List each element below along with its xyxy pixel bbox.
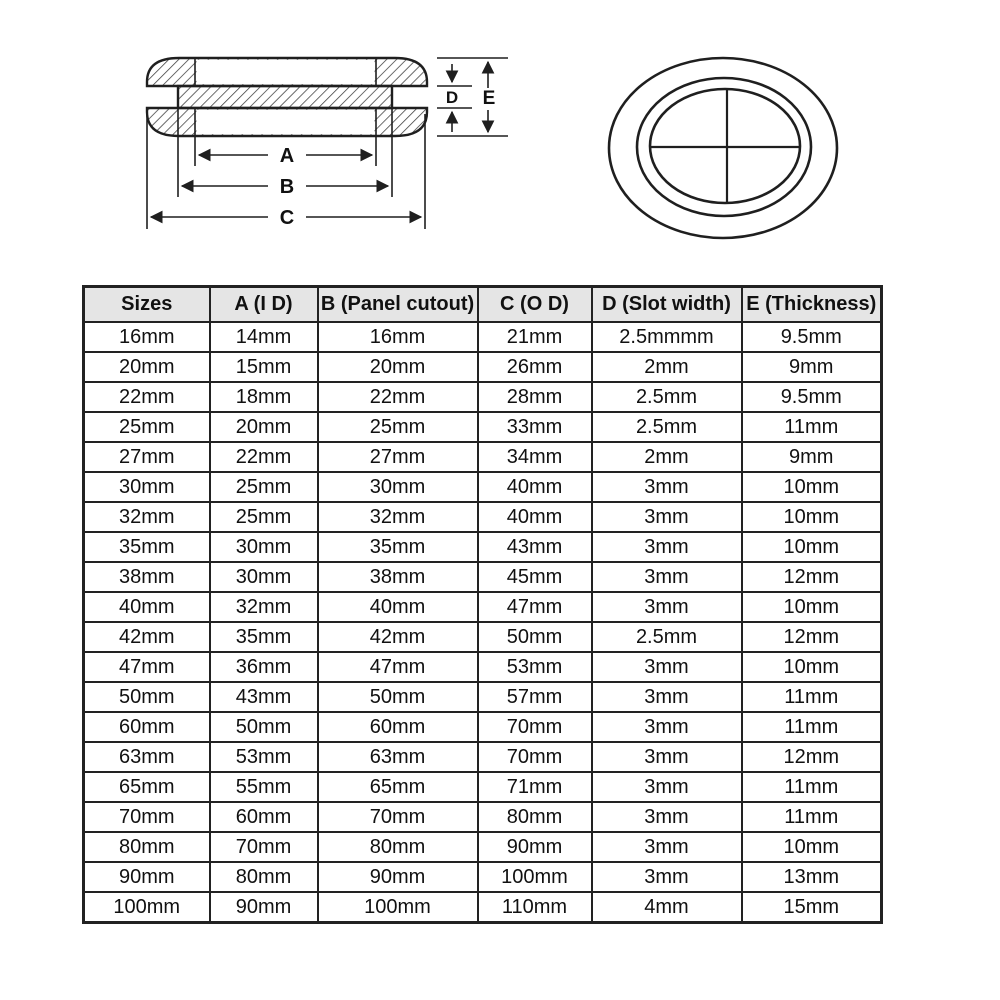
table-cell: 60mm	[84, 712, 210, 742]
table-row	[84, 382, 882, 412]
table-row	[84, 562, 882, 592]
table-cell: 25mm	[84, 412, 210, 442]
table-cell: 53mm	[210, 742, 318, 772]
table-cell: 3mm	[592, 592, 742, 622]
table-cell: 30mm	[318, 472, 478, 502]
size-spec-table	[82, 285, 883, 924]
slot-band-shape	[178, 86, 392, 108]
table-cell: 3mm	[592, 742, 742, 772]
table-cell: 34mm	[478, 442, 592, 472]
table-cell: 53mm	[478, 652, 592, 682]
table-cell: 35mm	[84, 532, 210, 562]
table-cell: 2.5mmmm	[592, 322, 742, 352]
table-row	[84, 712, 882, 742]
dimension-b-label: B	[279, 176, 295, 198]
dimension-e-label: E	[482, 88, 496, 109]
table-row	[84, 322, 882, 352]
table-cell: 2mm	[592, 442, 742, 472]
table-row	[84, 472, 882, 502]
table-cell: 50mm	[210, 712, 318, 742]
table-cell: 80mm	[84, 832, 210, 862]
table-cell: 10mm	[742, 832, 882, 862]
table-cell: 13mm	[742, 862, 882, 892]
table-row	[84, 832, 882, 862]
column-header: A (I D)	[210, 287, 318, 323]
table-cell: 63mm	[84, 742, 210, 772]
table-cell: 9mm	[742, 442, 882, 472]
table-cell: 9.5mm	[742, 382, 882, 412]
table-cell: 60mm	[318, 712, 478, 742]
table-row	[84, 592, 882, 622]
table-cell: 90mm	[84, 862, 210, 892]
table-cell: 45mm	[478, 562, 592, 592]
table-cell: 9mm	[742, 352, 882, 382]
table-row	[84, 502, 882, 532]
table-cell: 22mm	[318, 382, 478, 412]
table-cell: 42mm	[318, 622, 478, 652]
table-cell: 40mm	[84, 592, 210, 622]
table-body	[84, 322, 882, 923]
table-cell: 57mm	[478, 682, 592, 712]
table-cell: 47mm	[478, 592, 592, 622]
table-cell: 90mm	[210, 892, 318, 923]
table-cell: 110mm	[478, 892, 592, 923]
table-cell: 4mm	[592, 892, 742, 923]
table-cell: 25mm	[318, 412, 478, 442]
table-cell: 2mm	[592, 352, 742, 382]
table-cell: 25mm	[210, 472, 318, 502]
table-cell: 15mm	[742, 892, 882, 923]
table-row	[84, 892, 882, 923]
table-cell: 71mm	[478, 772, 592, 802]
table-row	[84, 772, 882, 802]
column-header: C (O D)	[478, 287, 592, 323]
table-cell: 43mm	[478, 532, 592, 562]
table-cell: 36mm	[210, 652, 318, 682]
table-cell: 15mm	[210, 352, 318, 382]
table-cell: 80mm	[318, 832, 478, 862]
table-cell: 3mm	[592, 682, 742, 712]
table-cell: 11mm	[742, 802, 882, 832]
table-cell: 16mm	[84, 322, 210, 352]
column-header: B (Panel cutout)	[318, 287, 478, 323]
table-cell: 20mm	[84, 352, 210, 382]
dimension-a	[199, 145, 372, 167]
table-cell: 27mm	[84, 442, 210, 472]
dimension-b	[182, 176, 388, 198]
table-cell: 47mm	[84, 652, 210, 682]
table-cell: 10mm	[742, 592, 882, 622]
table-cell: 35mm	[318, 532, 478, 562]
table-cell: 22mm	[210, 442, 318, 472]
table-cell: 70mm	[318, 802, 478, 832]
table-row	[84, 412, 882, 442]
table-cell: 40mm	[478, 502, 592, 532]
table-cell: 90mm	[318, 862, 478, 892]
table-cell: 40mm	[318, 592, 478, 622]
table-cell: 3mm	[592, 802, 742, 832]
table-cell: 10mm	[742, 532, 882, 562]
table-cell: 3mm	[592, 772, 742, 802]
table-cell: 33mm	[478, 412, 592, 442]
dimension-a-label: A	[279, 145, 295, 167]
table-cell: 38mm	[84, 562, 210, 592]
table-cell: 20mm	[318, 352, 478, 382]
grommet-top-view-diagram	[609, 58, 837, 238]
table-cell: 16mm	[318, 322, 478, 352]
table-cell: 22mm	[84, 382, 210, 412]
table-cell: 55mm	[210, 772, 318, 802]
table-cell: 42mm	[84, 622, 210, 652]
table-cell: 32mm	[84, 502, 210, 532]
table-cell: 65mm	[84, 772, 210, 802]
table-cell: 3mm	[592, 472, 742, 502]
table-cell: 65mm	[318, 772, 478, 802]
column-header: D (Slot width)	[592, 287, 742, 323]
table-row	[84, 802, 882, 832]
table-cell: 100mm	[318, 892, 478, 923]
table-cell: 90mm	[478, 832, 592, 862]
top-flange-hole	[197, 60, 375, 84]
table-row	[84, 352, 882, 382]
table-cell: 2.5mm	[592, 622, 742, 652]
table-cell: 38mm	[318, 562, 478, 592]
table-cell: 32mm	[318, 502, 478, 532]
table-cell: 60mm	[210, 802, 318, 832]
table-cell: 70mm	[478, 712, 592, 742]
table-cell: 50mm	[84, 682, 210, 712]
table-cell: 12mm	[742, 742, 882, 772]
table-cell: 11mm	[742, 772, 882, 802]
table-cell: 80mm	[478, 802, 592, 832]
table-cell: 2.5mm	[592, 382, 742, 412]
table-cell: 11mm	[742, 712, 882, 742]
table-cell: 63mm	[318, 742, 478, 772]
table-cell: 10mm	[742, 502, 882, 532]
table-row	[84, 742, 882, 772]
table-row	[84, 442, 882, 472]
table-cell: 50mm	[318, 682, 478, 712]
table-row	[84, 862, 882, 892]
table-cell: 25mm	[210, 502, 318, 532]
table-row	[84, 652, 882, 682]
table-row	[84, 682, 882, 712]
dimension-c	[151, 207, 421, 229]
table-cell: 43mm	[210, 682, 318, 712]
table-cell: 32mm	[210, 592, 318, 622]
table-cell: 100mm	[84, 892, 210, 923]
table-cell: 28mm	[478, 382, 592, 412]
table-cell: 26mm	[478, 352, 592, 382]
table-cell: 30mm	[84, 472, 210, 502]
column-header: E (Thickness)	[742, 287, 882, 323]
table-cell: 47mm	[318, 652, 478, 682]
table-cell: 50mm	[478, 622, 592, 652]
table-cell: 20mm	[210, 412, 318, 442]
table-cell: 3mm	[592, 832, 742, 862]
table-cell: 3mm	[592, 502, 742, 532]
table-cell: 100mm	[478, 862, 592, 892]
grommet-cross-section-diagram	[147, 58, 508, 229]
dimension-d-label: D	[445, 88, 459, 107]
table-cell: 27mm	[318, 442, 478, 472]
table-cell: 3mm	[592, 652, 742, 682]
table-row	[84, 622, 882, 652]
dimension-c-label: C	[279, 207, 295, 229]
table-cell: 11mm	[742, 412, 882, 442]
table-cell: 9.5mm	[742, 322, 882, 352]
table-cell: 18mm	[210, 382, 318, 412]
table-cell: 10mm	[742, 472, 882, 502]
table-cell: 21mm	[478, 322, 592, 352]
column-header: Sizes	[84, 287, 210, 323]
grommet-diagrams	[0, 0, 1000, 272]
table-cell: 2.5mm	[592, 412, 742, 442]
header-row	[84, 287, 882, 323]
table-cell: 70mm	[210, 832, 318, 862]
table-cell: 3mm	[592, 562, 742, 592]
table-cell: 35mm	[210, 622, 318, 652]
table-cell: 12mm	[742, 562, 882, 592]
table-cell: 30mm	[210, 562, 318, 592]
table-cell: 14mm	[210, 322, 318, 352]
table-row	[84, 532, 882, 562]
dimension-d	[446, 64, 458, 132]
table-cell: 30mm	[210, 532, 318, 562]
bottom-flange-hole	[197, 110, 375, 134]
table-cell: 80mm	[210, 862, 318, 892]
table-cell: 11mm	[742, 682, 882, 712]
table-cell: 3mm	[592, 532, 742, 562]
table-cell: 12mm	[742, 622, 882, 652]
dimension-e	[483, 62, 496, 132]
table-cell: 40mm	[478, 472, 592, 502]
table-cell: 10mm	[742, 652, 882, 682]
table-cell: 3mm	[592, 862, 742, 892]
table-cell: 70mm	[84, 802, 210, 832]
table-cell: 3mm	[592, 712, 742, 742]
table-cell: 70mm	[478, 742, 592, 772]
